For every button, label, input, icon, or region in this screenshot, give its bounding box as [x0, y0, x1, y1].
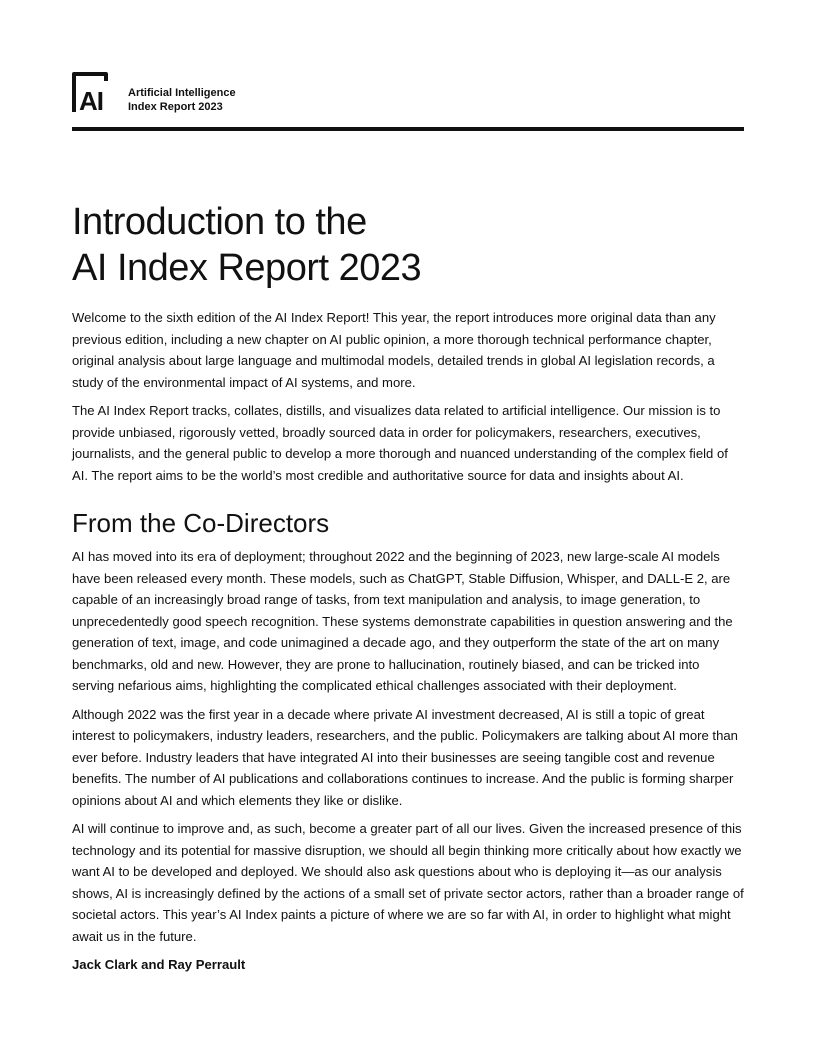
signature: Jack Clark and Ray Perrault [72, 957, 246, 972]
page-title-line-1: Introduction to the [72, 201, 367, 243]
codirectors-paragraph-2: Although 2022 was the first year in a decade where private AI investment decreased, AI is still a topic of great interest to policymakers, industry leaders, researchers, and the public. Policymakers are talking about AI more than ever before. Industry leaders that have integrated AI into their businesses are seeing tangible cost and revenue benefits. The number of AI publications and collaborations continues to increase. And the public is forming sharper opinions about AI and which elements they like or dislike. [72, 706, 738, 808]
intro-paragraph-1: Welcome to the sixth edition of the AI Index Report! This year, the report introduces more original data than any previous edition, including a new chapter on AI public opinion, a more thorough technical performance chapter, original analysis about large language and multimodal models, detailed trends in global AI legislation records, a study of the environmental impact of AI systems, and more. [72, 310, 716, 390]
logo-text: AI [79, 86, 103, 112]
brand-line-2: Index Report 2023 [128, 101, 223, 113]
codirectors-heading: From the Co-Directors [72, 508, 330, 538]
brand-line-1: Artificial Intelligence [128, 87, 236, 99]
codirectors-paragraph-3: AI will continue to improve and, as such, become a greater part of all our lives. Given the increased presence of this technology and its potential for massive disruption, we should all begin thinking more critically about how exactly we want AI to be developed and deployed. We should also ask questions about who is deploying it—as our analysis shows, AI is increasingly defined by the actions of a small set of private sector actors, rather than a broader range of societal actors. This year’s AI Index paints a picture of where we are so far with AI, in order to highlight what might await us in the future. [72, 821, 744, 944]
ai-index-logo [72, 72, 118, 112]
intro-paragraph-2: The AI Index Report tracks, collates, distills, and visualizes data related to artificial intelligence. Our mission is to provide unbiased, rigorously vetted, broadly sourced data in order for policymakers, researchers, executives, journalists, and the general public to develop a more thorough and nuanced understanding of the complex field of AI. The report aims to be the world’s most credible and authoritative source for data and insights about AI. [72, 403, 728, 483]
page-title-line-2: AI Index Report 2023 [72, 247, 422, 289]
report-brand [128, 86, 348, 114]
intro-section [72, 307, 744, 493]
header-divider [72, 127, 744, 131]
page-title [72, 199, 744, 291]
codirectors-paragraph-1: AI has moved into its era of deployment; throughout 2022 and the beginning of 2023, new large-scale AI models have been released every month. These models, such as ChatGPT, Stable Diffusion, Whisper, and DALL-E 2, are capable of an increasingly broad range of tasks, from text manipulation and analysis, to image generation, to unprecedentedly good speech recognition. These systems demonstrate capabilities in question answering and the generation of text, image, and code unimagined a decade ago, and they outperform the state of the art on many benchmarks, old and new. However, they are prone to hallucination, routinely biased, and can be tricked into serving nefarious aims, highlighting the complicated ethical challenges associated with their deployment. [72, 549, 733, 693]
codirectors-section [72, 546, 744, 983]
